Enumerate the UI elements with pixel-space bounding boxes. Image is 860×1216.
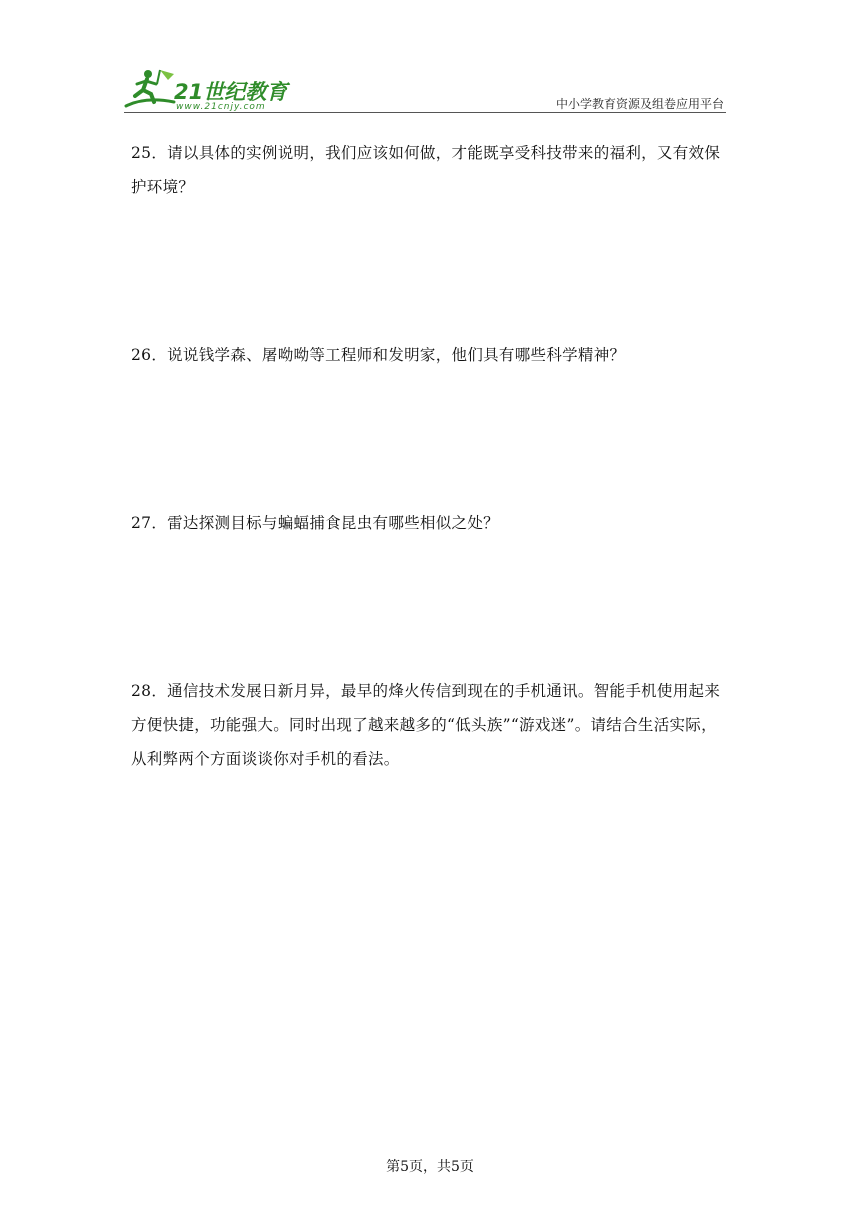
question-28 [131, 674, 731, 776]
page-footer: 第5页，共5页 [386, 1159, 474, 1175]
question-text: 说说钱学森、屠呦呦等工程师和发明家，他们具有哪些科学精神？ [167, 346, 626, 364]
question-26 [131, 338, 731, 372]
header-site-name: 中小学教育资源及组卷应用平台 [555, 97, 724, 111]
page-header [124, 66, 726, 120]
header-divider [124, 112, 726, 113]
question-number: 27． [131, 514, 168, 532]
question-number: 25． [131, 144, 168, 162]
question-25 [131, 136, 731, 204]
question-text: 请以具体的实例说明，我们应该如何做，才能既享受科技带来的福利，又有效保护环境？ [131, 144, 721, 196]
question-text: 通信技术发展日新月异，最早的烽火传信到现在的手机通讯。智能手机使用起来方便快捷，功能强大。同时出现了越来越多的“低头族”“游戏迷”。请结合生活实际，从利弊两个方面谈谈你对手机的看法。 [131, 682, 721, 768]
question-number: 28． [131, 682, 168, 700]
logo-url: www.21cnjy.com [176, 102, 266, 112]
question-text: 雷达探测目标与蝙蝠捕食昆虫有哪些相似之处？ [167, 514, 499, 532]
question-number: 26． [131, 346, 168, 364]
logo-wordmark: 21世纪教育 [174, 80, 288, 104]
question-27 [131, 506, 731, 540]
site-logo [124, 66, 294, 114]
